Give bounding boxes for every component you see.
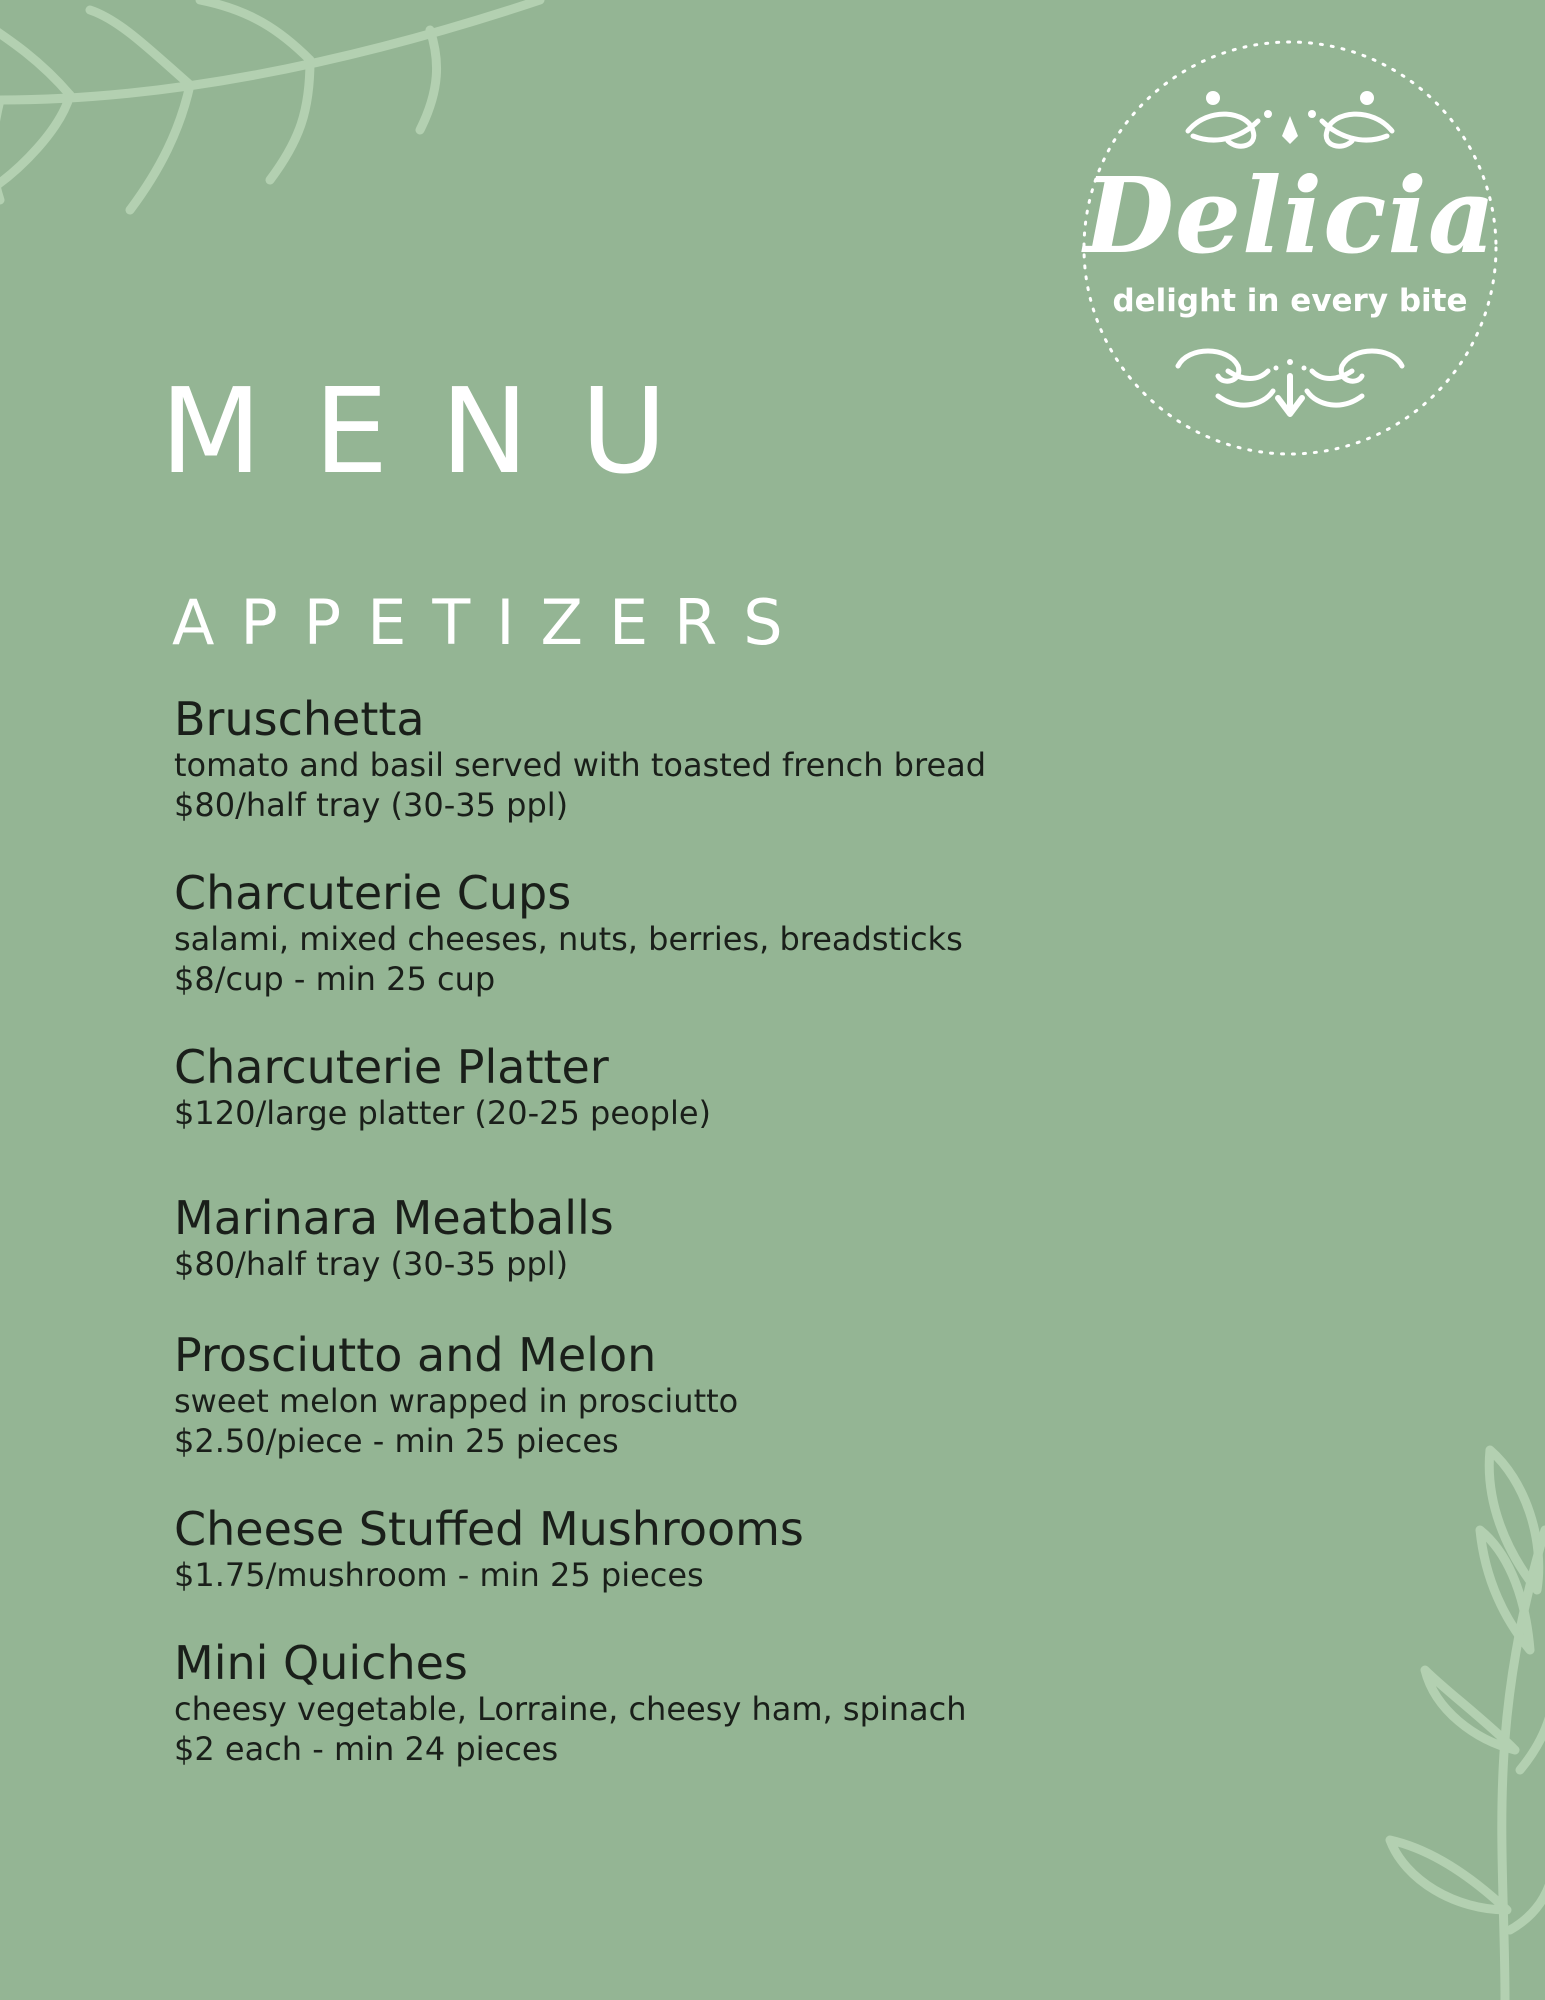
menu-item <box>174 1329 1074 1461</box>
item-price: $2 each - min 24 pieces <box>174 1730 559 1768</box>
item-name: Charcuterie Platter <box>174 1040 609 1094</box>
brand-logo <box>1078 36 1502 460</box>
item-name: Charcuterie Cups <box>174 866 572 920</box>
item-name: Prosciutto and Melon <box>174 1328 657 1382</box>
menu-item <box>174 1503 1074 1595</box>
item-description: salami, mixed cheeses, nuts, berries, breadsticks <box>174 920 963 958</box>
menu-item <box>174 1192 1074 1284</box>
brand-name: Delicia <box>1083 154 1497 277</box>
item-description: sweet melon wrapped in prosciutto <box>174 1382 739 1420</box>
item-price: $8/cup - min 25 cup <box>174 960 496 998</box>
item-price: $80/half tray (30-35 ppl) <box>174 786 569 824</box>
item-name: Cheese Stuffed Mushrooms <box>174 1502 804 1556</box>
section-title: APPETIZERS <box>172 586 809 659</box>
item-description: cheesy vegetable, Lorraine, cheesy ham, spinach <box>174 1690 967 1728</box>
menu-item <box>174 693 1074 825</box>
menu-item <box>174 1637 1074 1769</box>
menu-item <box>174 1041 1074 1133</box>
page-title: MENU <box>160 362 720 500</box>
item-name: Marinara Meatballs <box>174 1191 614 1245</box>
item-description: tomato and basil served with toasted french bread <box>174 746 987 784</box>
leaf-branch-icon <box>1355 1350 1545 2000</box>
leaf-branch-icon <box>0 0 560 230</box>
menu-item <box>174 867 1074 999</box>
item-price: $80/half tray (30-35 ppl) <box>174 1245 569 1283</box>
brand-tagline: delight in every bite <box>1112 283 1468 319</box>
item-name: Mini Quiches <box>174 1636 468 1690</box>
item-name: Bruschetta <box>174 692 425 746</box>
item-price: $2.50/piece - min 25 pieces <box>174 1422 619 1460</box>
item-price: $1.75/mushroom - min 25 pieces <box>174 1556 704 1594</box>
item-price: $120/large platter (20-25 people) <box>174 1094 711 1132</box>
